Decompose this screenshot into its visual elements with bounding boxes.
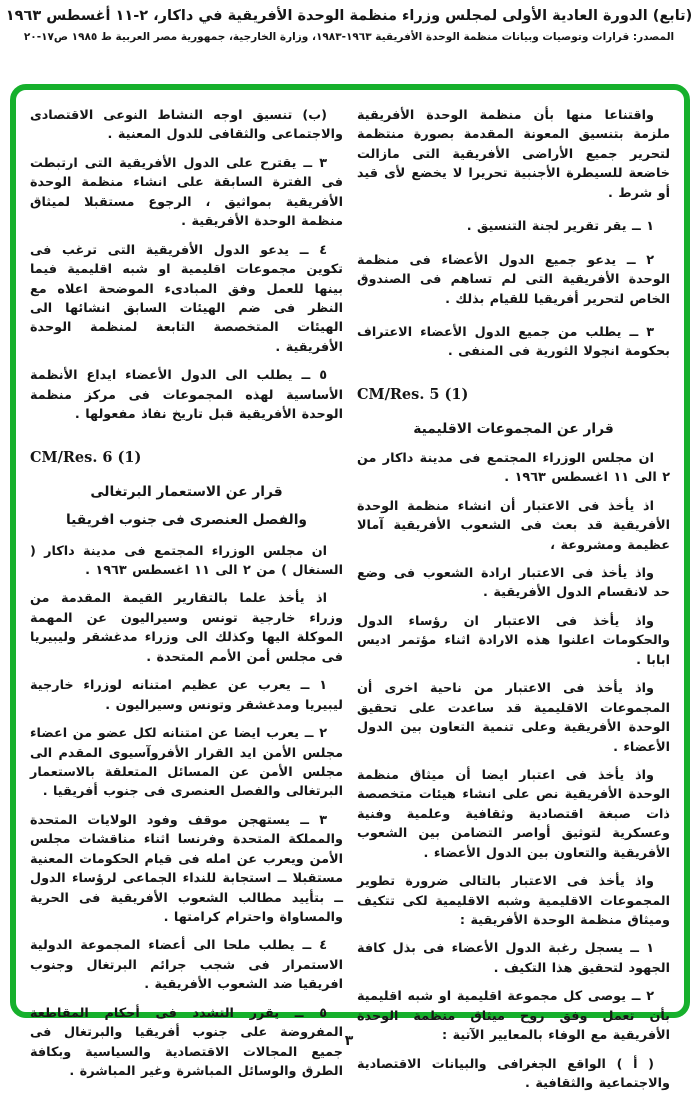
paragraph: ١ ــ يسجل رغبة الدول الأعضاء فى بذل كافة الجهود لتحقيق هذا التكيف . bbox=[357, 941, 670, 976]
resolution-label: CM/Res. 6 (1) bbox=[30, 448, 142, 466]
paragraph: اذ يأخذ فى الاعتبار أن انشاء منظمة الوحدة الأفريقية قد بعث فى الشعوب الأفريقية آمالا عظيمة ومشروعة ، bbox=[357, 498, 670, 553]
paragraph: ( أ ) الواقع الجغرافى والبيانات الاقتصادية والاجتماعية والثقافية . bbox=[357, 1056, 670, 1092]
column-left bbox=[30, 106, 343, 1080]
paragraph: ٢ ــ يدعو جميع الدول الأعضاء فى منظمة الوحدة الأفريقية التى لم تساهم فى الصندوق الخاص لتحرير أفريقيا للقيام بذلك . bbox=[357, 252, 670, 307]
paragraph: (ب) تنسيق اوجه النشاط النوعى الاقتصادى والاجتماعى والثقافى للدول المعنية . bbox=[30, 108, 343, 143]
source-line: المصدر: قرارات وتوصيات وبيانات منظمة الوحدة الأفريقية ١٩٦٣-١٩٨٣، وزارة الخارجية، جمهورية مصر العربية ط ١٩٨٥ ص١٧-٢٠ bbox=[23, 31, 675, 43]
page-header bbox=[0, 8, 698, 43]
paragraph: ٥ ــ يقرر التشدد فى أحكام المقاطعة المفروضة على جنوب أفريقيا والبرتغال فى جميع المجالات الاقتصادية والسياسية وبكافة الطرق والوسائل المباشرة وغير المباشرة . bbox=[30, 1005, 343, 1080]
paragraph: واذ يأخذ فى الاعتبار من ناحية اخرى أن المجموعات الاقليمية قد ساعدت على تحقيق الوحدة الأفريقية وعلى تنمية التعاون بين الدول الأعضاء . bbox=[357, 681, 670, 755]
paragraph: ١ ــ يقر تقرير لجنة التنسيق . bbox=[466, 219, 654, 235]
paragraph: ٤ ــ يطلب ملحا الى أعضاء المجموعة الدولية الاستمرار فى شجب جرائم البرتغال وجنوب افريقيا ضد الشعوب الأفريقية . bbox=[30, 938, 343, 993]
page-number: ٣ bbox=[344, 1033, 354, 1049]
paragraph: ٢ ــ يوصى كل مجموعة اقليمية او شبه اقليمية بأن تعمل وفق روح ميثاق منظمة الوحدة الأفريقية مع الوفاء بالمعايير الآتية : bbox=[357, 989, 670, 1044]
resolution-heading: قرار عن الاستعمار البرتغالى bbox=[90, 483, 283, 500]
paragraph: اذ يأخذ علما بالتقارير القيمة المقدمة من وزراء خارجية تونس وسيراليون عن المهمة الموكلة اليها وكذلك الى وزراء مدغشقر وليبيريا فى مجلس أمن الأمم المتحدة . bbox=[30, 591, 343, 665]
two-column-layout bbox=[30, 106, 670, 1092]
paragraph: ٤ ــ يدعو الدول الأفريقية التى ترغب فى تكوين مجموعات اقليمية او شبه اقليمية فيما بينها للعمل وفق المبادىء الموضحة اعلاه مع النظر فى ضم الهيئات السابق انشائها الى الهيئات المتخصصة التابعة لمنظمة الوحدة الأفريقية . bbox=[30, 242, 343, 355]
column-right bbox=[357, 106, 670, 1092]
paragraph: واذ يأخذ فى الاعتبار بالتالى ضرورة تطوير المجموعات الاقليمية وشبه الاقليمية لكى تتكيف وميثاق منظمة الوحدة الأفريقية : bbox=[357, 874, 670, 928]
paragraph: واذ يأخذ فى الاعتبار ارادة الشعوب فى وضع حد لانقسام الدول الأفريقية . bbox=[357, 566, 670, 601]
paragraph: ان مجلس الوزراء المجتمع فى مدينة داكار من ٢ الى ١١ اغسطس ١٩٦٣ . bbox=[357, 450, 670, 486]
document-frame bbox=[10, 84, 690, 1092]
page-title: (تابع) الدورة العادية الأولى لمجلس وزراء منظمة الوحدة الأفريقية في داكار، ٢-١١ أغسطس ١٩٦٣ bbox=[5, 8, 693, 24]
paragraph: واقتناعا منها بأن منظمة الوحدة الأفريقية ملزمة بتنسيق المعونة المقدمة بصورة منتظمة لتحرير جميع الأراضى الأفريقية التى مازالت خاضعة للسيطرة الأجنبية تحريرا لا يخضع لأى قيد أو شرط . bbox=[357, 108, 670, 201]
paragraph: واذ يأخذ فى الاعتبار ان رؤساء الدول والحكومات اعلنوا هذه الارادة اثناء مؤتمر اديس ابابا . bbox=[357, 613, 670, 668]
paragraph: ٣ ــ يقترح على الدول الأفريقية التى ارتبطت فى الفترة السابقة على انشاء منظمة الوحدة الأفريقية بمواثيق ، الرجوع مستقبلا لميثاق منظمة الوحدة الأفريقية . bbox=[30, 155, 343, 230]
resolution-heading: قرار عن المجموعات الاقليمية bbox=[413, 420, 614, 437]
resolution-heading: والفصل العنصرى فى جنوب افريقيا bbox=[65, 511, 308, 528]
resolution-label: CM/Res. 5 (1) bbox=[357, 385, 469, 403]
paragraph: ٢ ــ يعرب ايضا عن امتنانه لكل عضو من اعضاء مجلس الأمن ايد القرار الأفروآسيوى المقدم الى مجلس الأمن عن المسائل المتعلقة بالاستعمار البرتغالى والفصل العنصرى فى جنوب أفريقيا . bbox=[30, 726, 343, 800]
paragraph: ان مجلس الوزراء المجتمع فى مدينة داكار ( السنغال ) من ٢ الى ١١ اغسطس ١٩٦٣ . bbox=[30, 543, 343, 578]
paragraph: ٣ ــ يستهجن موقف وفود الولايات المتحدة والمملكة المتحدة وفرنسا اثناء مناقشات مجلس الأمن ويعرب عن امله فى قيام الحكومات المعنية مستقبلا ــ استجابة للنداء الجماعى لرؤساء الدول ــ بتأييد مطالب الشعوب الأفريقية فى الحرية والمساواة واحترام كرامتها . bbox=[30, 812, 343, 925]
paragraph: واذ يأخذ فى اعتبار ايضا أن ميثاق منظمة الوحدة الأفريقية نص على انشاء هيئات متخصصة ذات صبغة اقتصادية وثقافية وعلمية وفنية وعسكرية لتوثيق أواصر التضامن بين الشعوب الأفريقية والتعاون بين الدول الأعضاء . bbox=[357, 767, 670, 861]
paragraph: ٣ ــ يطلب من جميع الدول الأعضاء الاعتراف بحكومة انجولا الثورية فى المنفى . bbox=[357, 324, 670, 360]
paragraph: ١ ــ يعرب عن عظيم امتنانه لوزراء خارجية ليبيريا ومدغشقر وتونس وسيراليون . bbox=[30, 678, 343, 713]
paragraph: ٥ ــ يطلب الى الدول الأعضاء ايداع الأنظمة الأساسية لهذه المجموعات فى مركز منظمة الوحدة الأفريقية قبل تاريخ نفاذ مفعولها . bbox=[30, 368, 343, 423]
